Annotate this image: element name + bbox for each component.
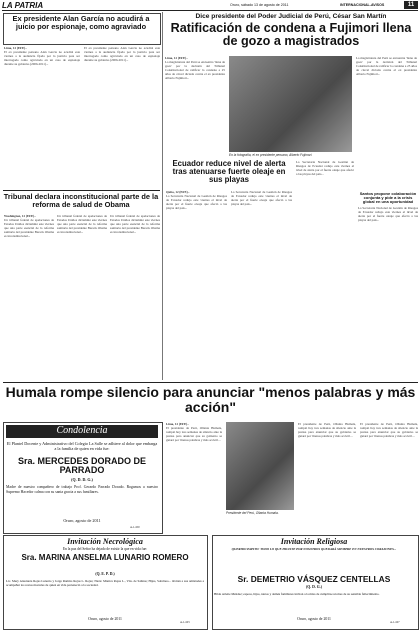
humala-body-col3: El presidente de Perú, Ollanta Humala, rompió hoy tres semanas de silencio ante la prensa para anunciar que su gobierno se guiará por 'menos palabras y más acción'...	[360, 422, 418, 438]
necrologica-name: Sra. MARINA ANSELMA LUNARIO ROMERO	[21, 553, 189, 562]
religiosa-intro: QUERIDO PAPITO: TODO LO QUE HICISTE POR NOSOTROS QUEDARÁ SIEMPRE EN NUESTROS CORAZONES...	[231, 547, 397, 551]
column-divider	[162, 12, 163, 380]
obama-dateline: Washington, 12 (EFE).-	[4, 214, 37, 218]
religiosa-city-date: Oruro, agosto de 2011	[297, 617, 331, 621]
ecuador-body-col1: La Secretaría Nacional de Gestión de Riesgos de Ecuador redujo este viernes el nivel de alerta por el fuerte oleaje que afectó a las playas del país...	[166, 194, 227, 210]
fujimori-headline: Ratificación de condena a Fujimori llena de gozo a magistrados	[170, 21, 412, 49]
religiosa-suffix: (Q. D. G.)	[306, 585, 322, 589]
condolencia-code: A-1-100	[130, 526, 140, 529]
religiosa-message: Hilda Arlette Méndez; esposa, hijos, nietos y demás familiares invitan a la misa de cumplirse un mes de su sensible fallecimiento.	[214, 592, 380, 596]
ecuador-dateline: Quito, 12 (EFE).-	[166, 190, 190, 194]
necrologica-message: Lic. Mery Antonieta Rojas Lunario y Jorge Ramiro Rojas L. Rojas; Nieta: Mónica Rojas L., Vda. de Salinas; Hijos, Sobrinos... invitan a sus amistades a acompañar los restos mortales de quien en vida perteneció a la sociedad.	[6, 579, 204, 587]
campaign-body: La Secretaría Nacional de Gestión de Riesgos de Ecuador redujo este viernes el nivel de alerta por el fuerte oleaje que afectó a las playas del país...	[358, 206, 418, 222]
fujimori-body-col1: La magistratura del Perú se encuentra 'llena de gozo' por la decisión del Tribunal Constitucional de ratificar la condena a 25 años de cárcel dictada contra el ex presidente Alberto Fujimori...	[165, 60, 225, 80]
date-line: Oruro, sábado 13 de agosto de 2011	[230, 3, 289, 7]
fujimori-body-col3: La magistratura del Perú se encuentra 'llena de gozo' por la decisión del Tribunal Constitucional de ratificar la condena a 25 años de cárcel dictada contra el ex presidente Alberto Fujimori...	[356, 56, 417, 76]
fujimori-photo	[229, 56, 352, 152]
campaign-headline: Santos propone colaboración conjunta y pide a la crisis global en una oportunidad	[359, 191, 417, 205]
ecuador-body-col3: La Secretaría Nacional de Gestión de Riesgos de Ecuador redujo este viernes el nivel de alerta por el fuerte oleaje que afectó a las playas del país...	[296, 160, 354, 176]
necrologica-code: A-1-163	[180, 621, 190, 624]
humala-headline: Humala rompe silencio para anunciar "menos palabras y más acción"	[5, 384, 416, 415]
left-rule-1	[3, 190, 160, 191]
condolencia-city-date: Oruro, agosto de 2011	[63, 518, 101, 523]
necrologica-intro: En la paz del Señor ha dejado de existir la que en vida fue:	[62, 547, 148, 551]
header-rule	[2, 10, 418, 11]
garcia-headline: Ex presidente Alan García no acudirá a juicio por espionaje, como agraviado	[12, 14, 150, 31]
obama-headline: Tribunal declara inconstitucional parte de la reforma de salud de Obama	[3, 192, 159, 209]
religiosa-name: Sr. DEMETRIO VÁSQUEZ CENTELLAS	[237, 574, 391, 584]
condolencia-title: Condolencia	[56, 425, 108, 436]
religiosa-title: Invitación Religiosa	[280, 537, 348, 546]
condolencia-message: Madre de nuestro compañero de trabajo Prof. Gerardo Parrado Dorado. Rogamos a nuestro Supremo Hacedor calma con su santa gracia a sus familiares.	[6, 485, 158, 494]
masthead-logo: LA PATRIA	[2, 1, 44, 10]
section-label: INTERNACIONAL-AVISOS	[340, 3, 385, 7]
garcia-dateline: Lima, 12 (EFE).-	[4, 46, 28, 50]
necrologica-title: Invitación Necrológica	[67, 537, 143, 546]
humala-body-col1: El presidente de Perú, Ollanta Humala, rompió hoy tres semanas de silencio ante la prensa para anunciar que su gobierno se guiará por 'menos palabras y más acción'...	[166, 426, 222, 442]
ecuador-body-col2: La Secretaría Nacional de Gestión de Riesgos de Ecuador redujo este viernes el nivel de alerta por el fuerte oleaje que afectó a las playas del país...	[231, 190, 292, 206]
fujimori-photo-caption: En la fotografía, el ex presidente peruano, Alberto Fujimori.	[229, 153, 313, 157]
necrologica-city-date: Oruro, agosto de 2011	[88, 617, 122, 621]
religiosa-code: A-1-167	[390, 621, 400, 624]
obama-body-col1: Un tribunal federal de apelaciones de Estados Unidos dictaminó este viernes que una parte esencial de la reforma sanitaria del presidente Barack Obama es inconstitucional...	[4, 218, 54, 238]
humala-body-col2: El presidente de Perú, Ollanta Humala, rompió hoy tres semanas de silencio ante la prensa para anunciar que su gobierno se guiará por 'menos palabras y más acción'...	[298, 422, 356, 438]
humala-dateline: Lima, 12 (EFE).-	[166, 422, 190, 426]
ecuador-headline: Ecuador reduce nivel de alerta tras atenuarse fuerte oleaje en sus playas	[172, 159, 286, 185]
obama-body-col2: Un tribunal federal de apelaciones de Estados Unidos dictaminó este viernes que una parte esencial de la reforma sanitaria del presidente Barack Obama es inconstitucional...	[57, 214, 107, 234]
condolencia-suffix: (Q. D. D. G.)	[71, 477, 93, 482]
page-number: 11	[404, 1, 418, 9]
humala-top-rule	[3, 382, 418, 383]
condolencia-intro: El Plantel Docente y Administrativo del Colegio La Salle se adhiere al dolor que embarga a la familia de quien en vida fue:	[6, 441, 158, 451]
garcia-body-col2: El ex presidente peruano Alan García no acudirá este viernes a la audiencia fijada por la justicia para ser interrogado como agraviado en un caso de espionaje durante su gobierno (2006-2011)...	[84, 46, 160, 62]
garcia-body-col1: El ex presidente peruano Alan García no acudirá este viernes a la audiencia fijada por la justicia para ser interrogado como agraviado en un caso de espionaje durante su gobierno (2006-2011)...	[4, 50, 80, 66]
fujimori-kicker: Dice presidente del Poder Judicial de Perú, César San Martín	[195, 13, 387, 20]
fujimori-dateline: Lima, 12 (EFE).-	[165, 56, 189, 60]
necrologica-suffix: (Q. E. P. D.)	[95, 572, 115, 576]
humala-photo	[226, 422, 294, 510]
obama-body-col3: Un tribunal federal de apelaciones de Estados Unidos dictaminó este viernes que una parte esencial de la reforma sanitaria del presidente Barack Obama es inconstitucional...	[110, 214, 160, 234]
condolencia-name: Sra. MERCEDES DORADO DE PARRADO	[17, 456, 147, 476]
humala-photo-caption: Presidente del Perú, Ollanta Humala.	[226, 511, 279, 515]
